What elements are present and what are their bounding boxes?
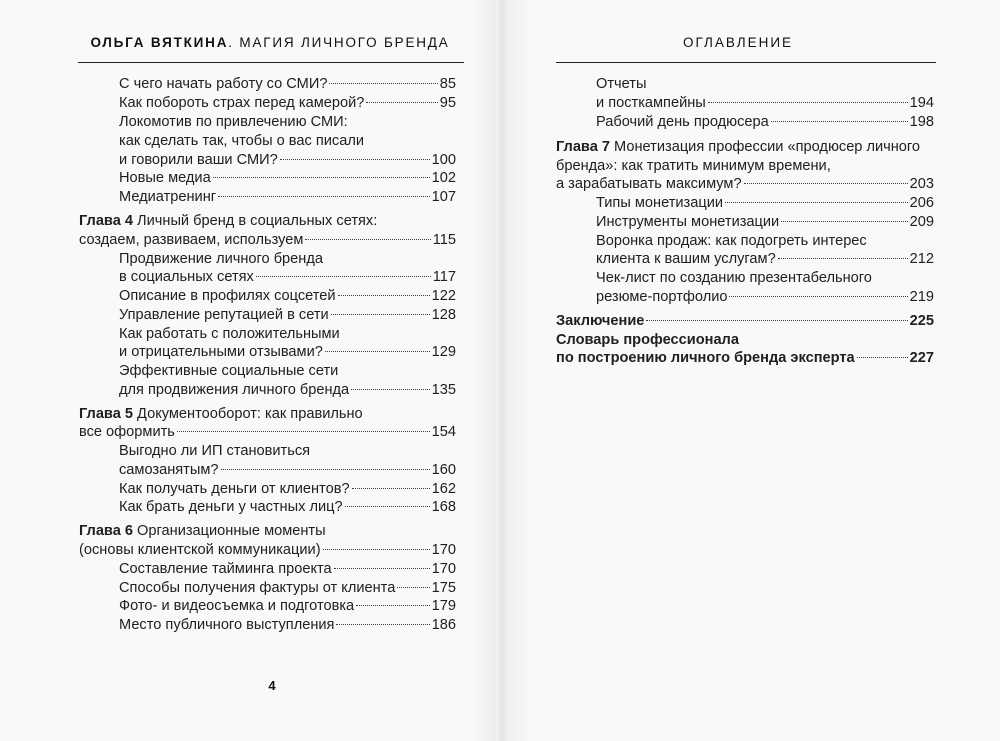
toc-entry: Новые медиа 102 [119,170,456,186]
toc-entry: Управление репутацией в сети 128 [119,307,456,323]
toc-entry: Способы получения фактуры от клиента 175 [119,580,456,596]
toc-glossary: по построению личного бренда эксперта 227 [556,350,934,366]
page-number: 4 [268,678,276,693]
running-head-book-title: . МАГИЯ ЛИЧНОГО БРЕНДА [228,35,450,50]
toc-entry: резюме-портфолио 219 [596,289,934,305]
toc-entry: Типы монетизации 206 [596,195,934,211]
toc-entry: С чего начать работу со СМИ? 85 [119,76,456,92]
toc-entry: Как получать деньги от клиентов? 162 [119,481,456,497]
toc-entry: как сделать так, чтобы о вас писали [119,133,364,149]
toc-entry: Описание в профилях соцсетей 122 [119,288,456,304]
toc-entry: Воронка продаж: как подогреть интерес [596,233,867,249]
right-running-head: ОГЛАВЛЕНИЕ [682,35,794,50]
right-header-rule [556,62,936,63]
toc-chapter-heading: Глава 7 Монетизация профессии «продюсер личного [556,139,921,155]
toc-chapter-heading: бренда»: как тратить минимум времени, [556,158,831,174]
toc-entry: клиента к вашим услугам? 212 [596,251,934,267]
toc-entry: Место публичного выступления 186 [119,617,456,633]
toc-entry: Локомотив по привлечению СМИ: [119,114,348,130]
toc-entry: Отчеты [596,76,647,92]
toc-chapter-heading: а зарабатывать максимум? 203 [556,176,934,192]
toc-entry: Продвижение личного бренда [119,251,323,267]
toc-chapter-heading: Глава 5 Документооборот: как правильно [79,406,363,422]
toc-entry: самозанятым? 160 [119,462,456,478]
left-running-head [80,33,460,53]
toc-chapter-heading: Глава 6 Организационные моменты [79,523,326,539]
toc-entry: в социальных сетях 117 [119,269,456,285]
toc-chapter-heading: (основы клиентской коммуникации) 170 [79,542,456,558]
toc-entry: Выгодно ли ИП становиться [119,443,311,459]
toc-entry: Чек-лист по созданию презентабельного [596,270,872,286]
toc-entry: для продвижения личного бренда 135 [119,382,456,398]
toc-entry: и отрицательными отзывами? 129 [119,344,456,360]
toc-entry: Медиатренинг 107 [119,189,456,205]
toc-entry: Инструменты монетизации 209 [596,214,934,230]
left-header-rule [78,62,464,63]
toc-entry: Эффективные социальные сети [119,363,339,379]
running-head-author: ОЛЬГА ВЯТКИНА [90,35,229,50]
toc-entry: Рабочий день продюсера 198 [596,114,934,130]
toc-entry: Как брать деньги у частных лиц? 168 [119,499,456,515]
toc-entry: и посткампейны 194 [596,95,934,111]
toc-glossary: Словарь профессионала [556,332,739,348]
toc-entry: и говорили ваши СМИ? 100 [119,152,456,168]
toc-chapter-heading: Глава 4 Личный бренд в социальных сетях: [79,213,378,229]
toc-entry: Как побороть страх перед камерой? 95 [119,95,456,111]
toc-entry: Как работать с положительными [119,326,340,342]
toc-chapter-heading: создаем, развиваем, используем 115 [79,232,456,248]
toc-entry: Фото- и видеосъемка и подготовка 179 [119,598,456,614]
book-gutter [470,0,532,741]
toc-chapter-heading: все оформить 154 [79,424,456,440]
toc-entry: Составление тайминга проекта 170 [119,561,456,577]
toc-conclusion: Заключение 225 [556,313,934,329]
